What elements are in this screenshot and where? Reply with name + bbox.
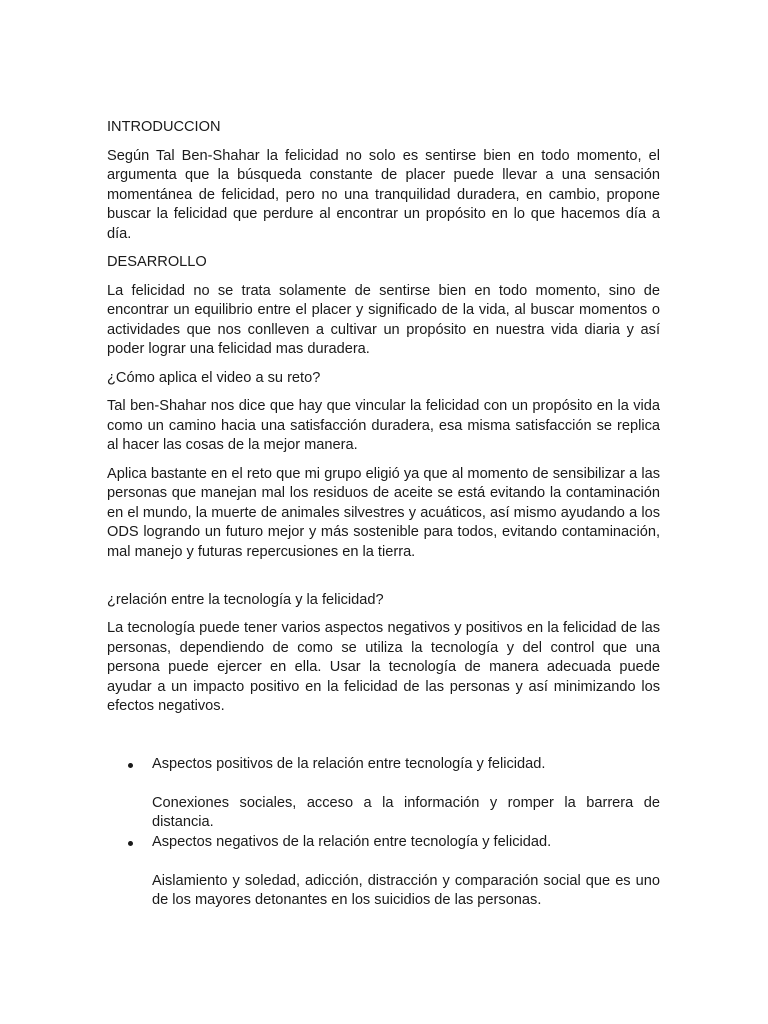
list-item [107, 755, 660, 833]
bullet-icon [128, 841, 133, 846]
question-video-challenge: ¿Cómo aplica el video a su reto? [107, 369, 321, 386]
blank-line [107, 571, 660, 591]
question-technology-happiness: ¿relación entre la tecnología y la felicidad? [107, 591, 384, 608]
bullet-detail-positive: Conexiones sociales, acceso a la información y romper la barrera de distancia. [152, 794, 660, 830]
document-page [107, 118, 660, 911]
blank-line [107, 726, 660, 755]
development-heading: DESARROLLO [107, 254, 207, 270]
answer-video-paragraph-2: Aplica bastante en el reto que mi grupo eligió ya que al momento de sensibilizar a las personas que manejan mal los residuos de aceite se está evitando la contaminación en el mundo, la muerte de animales silvestres y acuáticos, así mismo ayudando a los ODS logrando un futuro mejor y más sostenible para todos, evitando contaminación, mal manejo y futuras repercusiones en la tierra. [107, 465, 660, 560]
intro-paragraph: Según Tal Ben-Shahar la felicidad no solo es sentirse bien en todo momento, el argumenta que la búsqueda constante de placer puede llevar a una sensación momentánea de felicidad, pero no una tranquilidad duradera, en cambio, propone buscar la felicidad que perdure al encontrar un propósito en lo que hacemos día a día. [107, 147, 660, 242]
list-item [107, 833, 660, 911]
bullet-detail-negative: Aislamiento y soledad, adicción, distracción y comparación social que es uno de los mayores detonantes en los suicidios de las personas. [152, 872, 660, 908]
answer-video-paragraph-1: Tal ben-Shahar nos dice que hay que vincular la felicidad con un propósito en la vida como un camino hacia una satisfacción duradera, esa misma satisfacción se replica al hacer las cosas de la mejor manera. [107, 398, 660, 453]
bullet-title-negative: Aspectos negativos de la relación entre tecnología y felicidad. [152, 833, 552, 850]
answer-technology-paragraph: La tecnología puede tener varios aspectos negativos y positivos en la felicidad de las personas, dependiendo de como se utiliza la tecnología y del control que una persona puede ejercer en ella. Usar la tecnología de manera adecuada puede ayudar a un impacto positivo en la felicidad de las personas y así minimizando los efectos negativos. [107, 620, 660, 714]
aspects-bullet-list [107, 755, 660, 911]
intro-heading: INTRODUCCION [107, 119, 221, 135]
bullet-icon [128, 763, 133, 768]
bullet-title-positive: Aspectos positivos de la relación entre tecnología y felicidad. [152, 755, 546, 772]
development-paragraph: La felicidad no se trata solamente de sentirse bien en todo momento, sino de encontrar un equilibrio entre el placer y significado de la vida, al buscar momentos o actividades que nos conlleven a cultivar un propósito en nuestra vida diaria y así poder lograr una felicidad mas duradera. [107, 282, 660, 357]
